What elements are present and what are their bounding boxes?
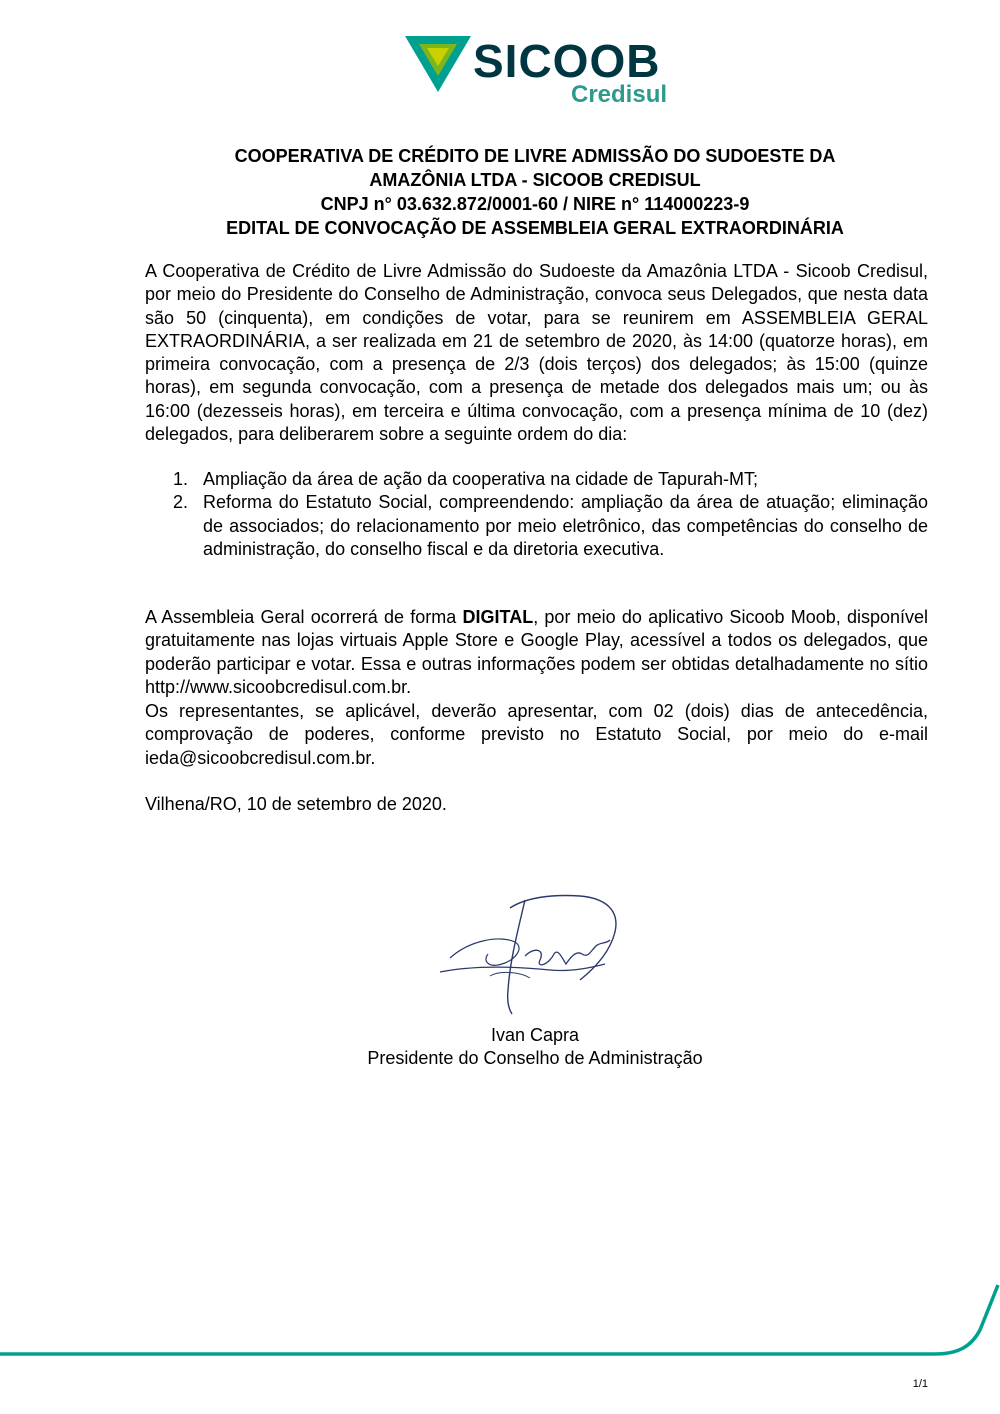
- page-number: 1/1: [912, 1378, 928, 1390]
- convocation-paragraph: A Cooperativa de Crédito de Livre Admissão do Sudoeste da Amazônia LTDA - Sicoob Credisul, por meio do Presidente do Conselho de Administração, convoca seus Delegados, que nesta data são 50 (cinquenta), em condições de votar, para se reunirem em ASSEMBLEIA GERAL EXTRAORDINÁRIA, a ser realizada em 21 de setembro de 2020, às 14:00 (quatorze horas), em primeira convocação, com a presença de 2/3 (dois terços) dos delegados; às 15:00 (quinze horas), em segunda convocação, com a presença de metade dos delegados mais um; ou às 16:00 (dezesseis horas), em terceira e última convocação, com a presença mínima de 10 (dez) delegados, para deliberarem sobre a seguinte ordem do dia:: [145, 261, 928, 445]
- digital-assembly-paragraph: [145, 606, 928, 699]
- paragraph-text-end: , por meio do aplicativo Sicoob Moob, disponível gratuitamente nas lojas virtuais Apple Store e Google Play, acessível a todos os delegados, que poderão participar e votar. Essa e outras informações podem ser obtidas detalhadamente no sítio http://www.sicoobcredisul.com.br.: [145, 607, 929, 697]
- signatory-block: [345, 1024, 725, 1071]
- header-line-4: EDITAL DE CONVOCAÇÃO DE ASSEMBLEIA GERAL EXTRAORDINÁRIA: [226, 218, 844, 238]
- agenda-item-number: 1.: [173, 469, 189, 489]
- agenda-list: [145, 468, 928, 561]
- representatives-paragraph: Os representantes, se aplicável, deverão apresentar, com 02 (dois) dias de antecedência, comprovação de poderes, conforme previsto no Estatuto Social, por meio do e-mail ieda@sicoobcredisul.com.br.: [145, 701, 928, 768]
- agenda-item-number: 2.: [173, 492, 189, 513]
- handwritten-signature: [430, 880, 640, 1020]
- paragraph-text-start: A Assembleia Geral ocorrerá de forma: [145, 607, 463, 627]
- footer-decorative-line: [0, 1250, 1000, 1370]
- logo-brand-text: SICOOB: [473, 35, 661, 87]
- agenda-item-text: Reforma do Estatuto Social, compreendendo: ampliação da área de atuação; eliminação de associados; do relacionamento por meio eletrônico, das competências do conselho de administração, do conselho fiscal e da diretoria executiva.: [203, 492, 928, 559]
- header-line-3: CNPJ n° 03.632.872/0001-60 / NIRE n° 114000223-9: [320, 194, 750, 214]
- signatory-name: Ivan Capra: [490, 1025, 580, 1045]
- header-line-2: AMAZÔNIA LTDA - SICOOB CREDISUL: [369, 170, 701, 190]
- logo-sub-text: Credisul: [571, 81, 668, 108]
- sicoob-logo: [405, 30, 685, 110]
- agenda-item: [145, 468, 928, 491]
- agenda-item-text: Ampliação da área de ação da cooperativa na cidade de Tapurah-MT;: [203, 469, 759, 489]
- signatory-role: Presidente do Conselho de Administração: [367, 1048, 703, 1069]
- header-line-1: COOPERATIVA DE CRÉDITO DE LIVRE ADMISSÃO DO SUDOESTE DA: [234, 146, 836, 166]
- document-header: [145, 144, 925, 240]
- digital-emphasis: DIGITAL: [462, 607, 534, 627]
- agenda-item: [145, 491, 928, 561]
- sicoob-triangle-icon: [405, 32, 471, 94]
- place-date: Vilhena/RO, 10 de setembro de 2020.: [145, 794, 447, 814]
